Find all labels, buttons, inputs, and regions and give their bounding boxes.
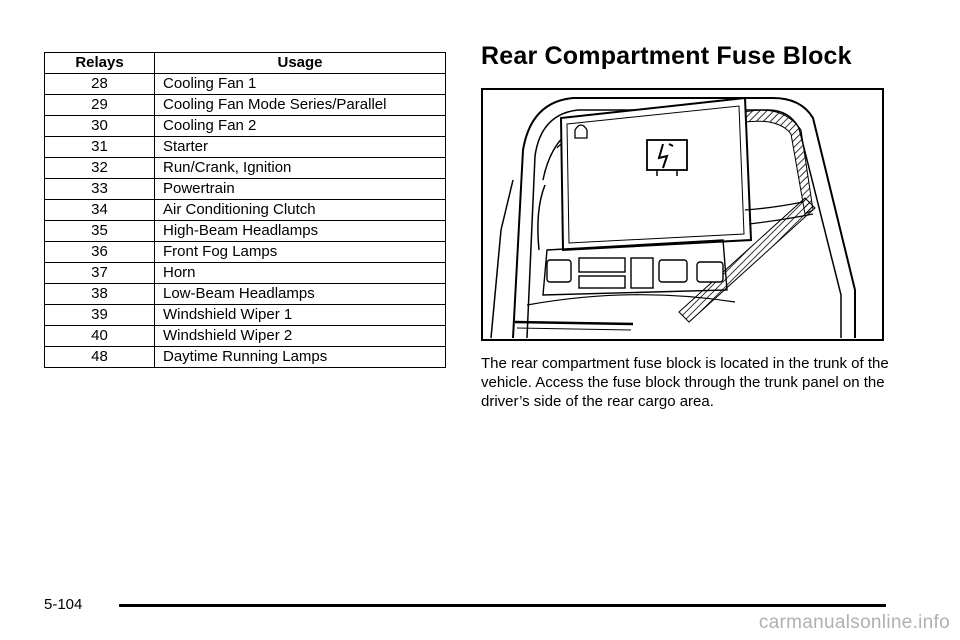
relay-usage: Daytime Running Lamps (155, 347, 446, 368)
relay-usage: Run/Crank, Ignition (155, 158, 446, 179)
relays-table (44, 52, 446, 368)
relay-usage: Horn (155, 263, 446, 284)
watermark[interactable]: carmanualsonline.info (758, 612, 950, 633)
fuse-block-drawing (483, 90, 882, 339)
table-row (45, 95, 446, 116)
relays-table-body (45, 74, 446, 368)
relay-usage: Air Conditioning Clutch (155, 200, 446, 221)
relay-number: 40 (45, 326, 155, 347)
relay-number: 31 (45, 137, 155, 158)
table-row (45, 326, 446, 347)
header-usage: Usage (155, 53, 446, 74)
table-row (45, 305, 446, 326)
footer-rule (119, 604, 886, 607)
table-row (45, 116, 446, 137)
relay-usage: Cooling Fan 2 (155, 116, 446, 137)
relay-usage: Powertrain (155, 179, 446, 200)
relay-number: 36 (45, 242, 155, 263)
relay-number: 39 (45, 305, 155, 326)
table-row (45, 221, 446, 242)
relay-number: 35 (45, 221, 155, 242)
table-row (45, 179, 446, 200)
relay-usage: Windshield Wiper 2 (155, 326, 446, 347)
table-row (45, 242, 446, 263)
relay-usage: Low-Beam Headlamps (155, 284, 446, 305)
section-title: Rear Compartment Fuse Block (481, 42, 852, 70)
relay-number: 38 (45, 284, 155, 305)
table-row (45, 74, 446, 95)
relay-number: 48 (45, 347, 155, 368)
section-body: The rear compartment fuse block is located in the trunk of the vehicle. Access the fuse block through the trunk panel on the driver’s side of the rear cargo area. (481, 355, 889, 410)
table-row (45, 137, 446, 158)
table-row (45, 158, 446, 179)
relay-usage: Cooling Fan Mode Series/Parallel (155, 95, 446, 116)
relay-number: 28 (45, 74, 155, 95)
relay-number: 32 (45, 158, 155, 179)
relay-number: 34 (45, 200, 155, 221)
relay-number: 30 (45, 116, 155, 137)
relay-number: 33 (45, 179, 155, 200)
relay-usage: High-Beam Headlamps (155, 221, 446, 242)
relay-number: 29 (45, 95, 155, 116)
table-row (45, 263, 446, 284)
relay-number: 37 (45, 263, 155, 284)
table-row (45, 284, 446, 305)
relay-usage: Cooling Fan 1 (155, 74, 446, 95)
table-row (45, 200, 446, 221)
relay-usage: Starter (155, 137, 446, 158)
relay-usage: Front Fog Lamps (155, 242, 446, 263)
table-row (45, 347, 446, 368)
table-header-row (45, 53, 446, 74)
fuse-block-illustration (481, 88, 884, 341)
page-number: 5-104 (44, 596, 83, 613)
header-relays: Relays (45, 53, 155, 74)
relay-usage: Windshield Wiper 1 (155, 305, 446, 326)
